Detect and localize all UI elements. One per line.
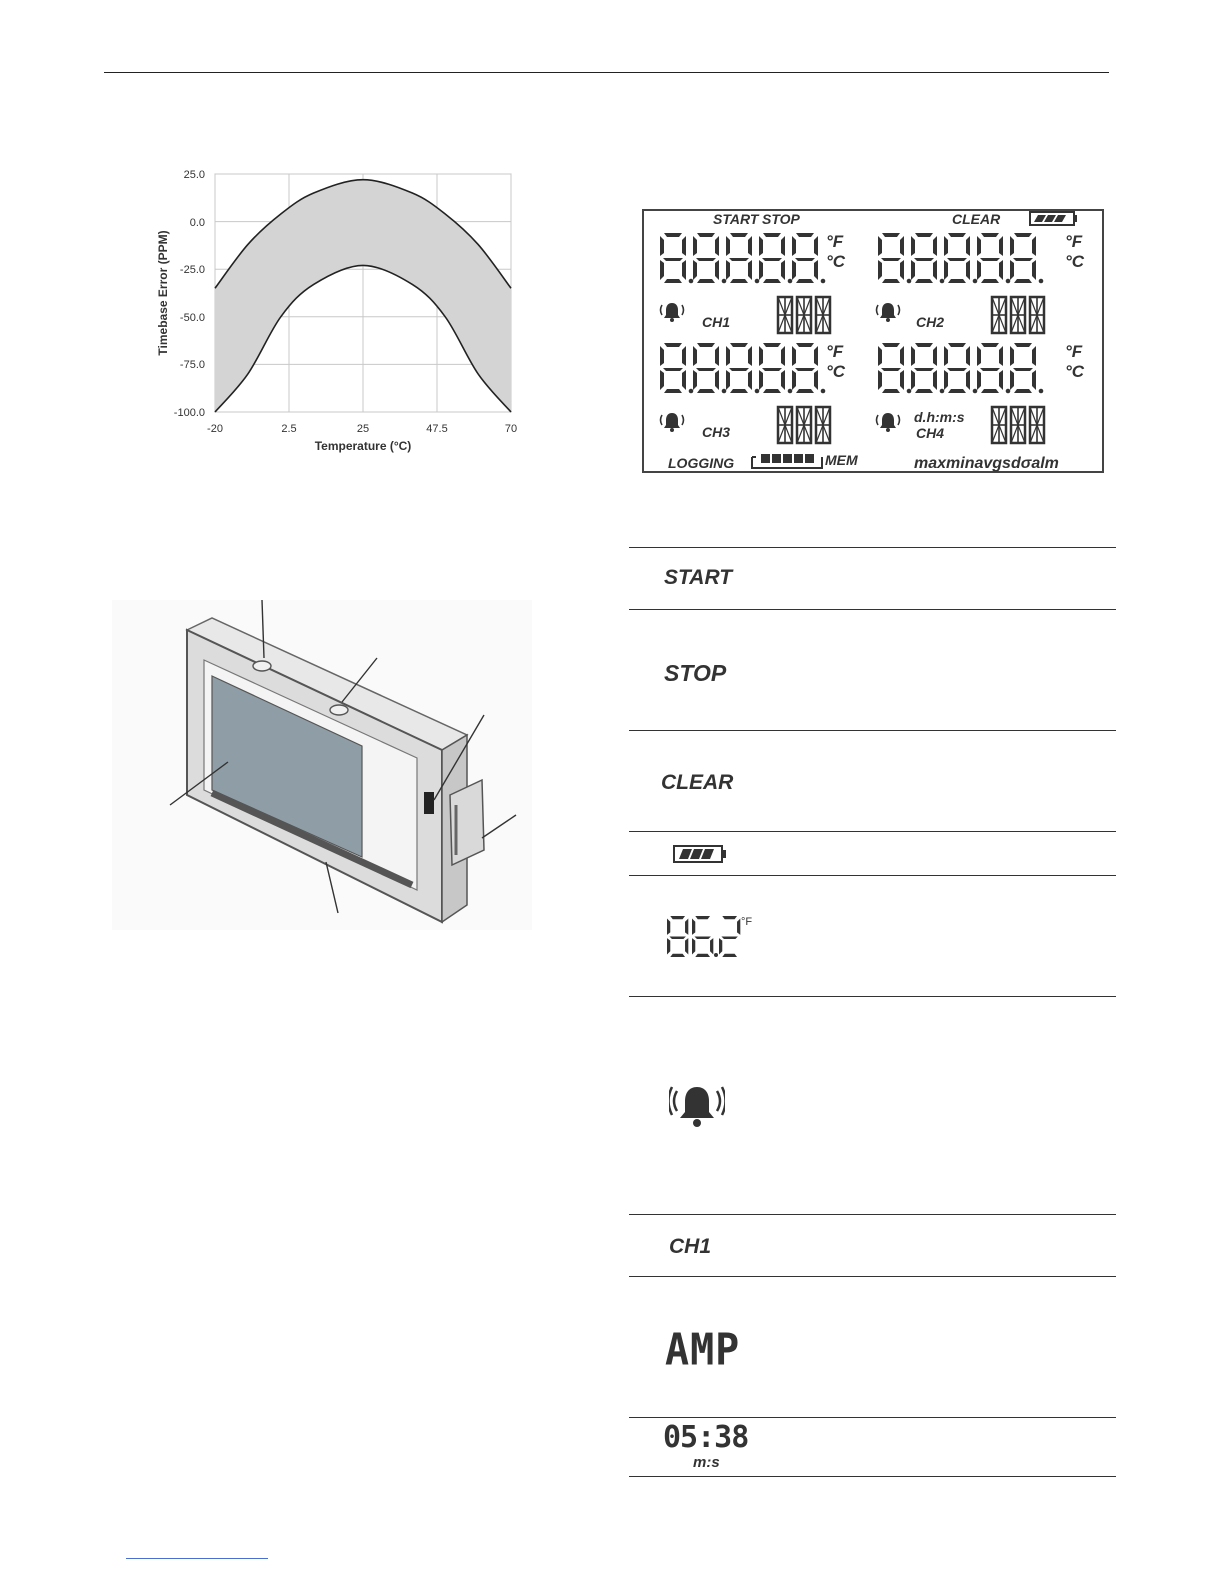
- lcd-stats-label: maxminavgsdσalm: [914, 455, 1059, 472]
- ch1-deg-f: °F: [826, 232, 844, 251]
- data-logger-device-illustration: [112, 600, 532, 930]
- symbol-row-channel: [629, 1214, 1116, 1276]
- symbol-stop: STOP: [664, 660, 727, 686]
- lcd-display-diagram: [640, 207, 1110, 477]
- symbol-row-alarm: [629, 996, 1116, 1214]
- ch2-label: CH2: [916, 314, 945, 330]
- y-axis-label: Timebase Error (PPM): [156, 230, 170, 356]
- symbol-time-unit: m:s: [693, 1454, 720, 1471]
- lcd-clear-label: CLEAR: [952, 211, 1001, 227]
- footer-link-underline: [126, 1558, 268, 1559]
- symbol-row-time: [629, 1417, 1116, 1477]
- ch3-alpha-segments: [778, 407, 830, 443]
- ch4-deg-c: °C: [1065, 362, 1085, 381]
- symbol-row-stop: [629, 609, 1116, 730]
- x-tick-label: 2.5: [281, 423, 297, 435]
- ch4-label: CH4: [916, 425, 945, 441]
- x-tick-labels: [207, 423, 517, 435]
- ch2-deg-f: °F: [1065, 232, 1083, 251]
- ch3-deg-c: °C: [826, 362, 846, 381]
- ch3-label: CH3: [702, 424, 731, 440]
- y-tick-label: -75.0: [179, 359, 205, 371]
- symbol-temperature-unit: °F: [741, 916, 753, 928]
- symbol-row-battery: [629, 831, 1116, 875]
- lcd-stop-label: STOP: [762, 211, 800, 227]
- symbol-time: 05:38: [663, 1420, 749, 1455]
- x-tick-label: 70: [504, 423, 518, 435]
- ch1-alpha-segments: [778, 297, 830, 333]
- y-tick-label: -100.0: [173, 407, 205, 419]
- ch3-deg-f: °F: [826, 342, 844, 361]
- x-tick-label: 25: [356, 423, 370, 435]
- device-start-button: [253, 661, 271, 671]
- symbol-channel: CH1: [669, 1235, 712, 1258]
- symbol-row-clear: [629, 730, 1116, 831]
- x-tick-label: 47.5: [426, 423, 448, 435]
- x-axis-label: Temperature (°C): [314, 439, 412, 453]
- symbol-start: START: [664, 566, 733, 589]
- ch2-deg-c: °C: [1065, 252, 1085, 271]
- timebase-error-chart: [150, 160, 530, 460]
- ch4-deg-f: °F: [1065, 342, 1083, 361]
- symbol-row-start: [629, 547, 1116, 609]
- battery-icon: [673, 845, 727, 863]
- y-tick-label: 0.0: [189, 217, 205, 229]
- symbol-units-text: AMP: [665, 1325, 741, 1376]
- symbol-row-reading: [629, 875, 1116, 996]
- lcd-symbol-table: [629, 547, 1116, 1477]
- symbol-clear: CLEAR: [661, 771, 734, 794]
- ch1-deg-c: °C: [826, 252, 846, 271]
- lcd-logging-label: LOGGING: [668, 455, 735, 471]
- y-tick-label: -50.0: [179, 312, 205, 324]
- device-stop-button: [330, 705, 348, 715]
- alarm-bell-icon: [669, 1081, 725, 1133]
- lcd-mem-label: MEM: [825, 452, 858, 468]
- y-tick-label: -25.0: [179, 264, 205, 276]
- y-tick-label: 25.0: [183, 169, 205, 181]
- device-usb-port: [424, 792, 434, 814]
- y-tick-labels: [174, 169, 205, 419]
- lcd-dhms-label: d.h:m:s: [914, 409, 965, 425]
- symbol-row-units: [629, 1276, 1116, 1417]
- header-rule: [104, 72, 1109, 73]
- symbol-temperature-reading: [667, 914, 751, 962]
- lcd-start-label: START: [713, 211, 759, 227]
- ch1-label: CH1: [702, 314, 731, 330]
- x-tick-label: -20: [207, 423, 223, 435]
